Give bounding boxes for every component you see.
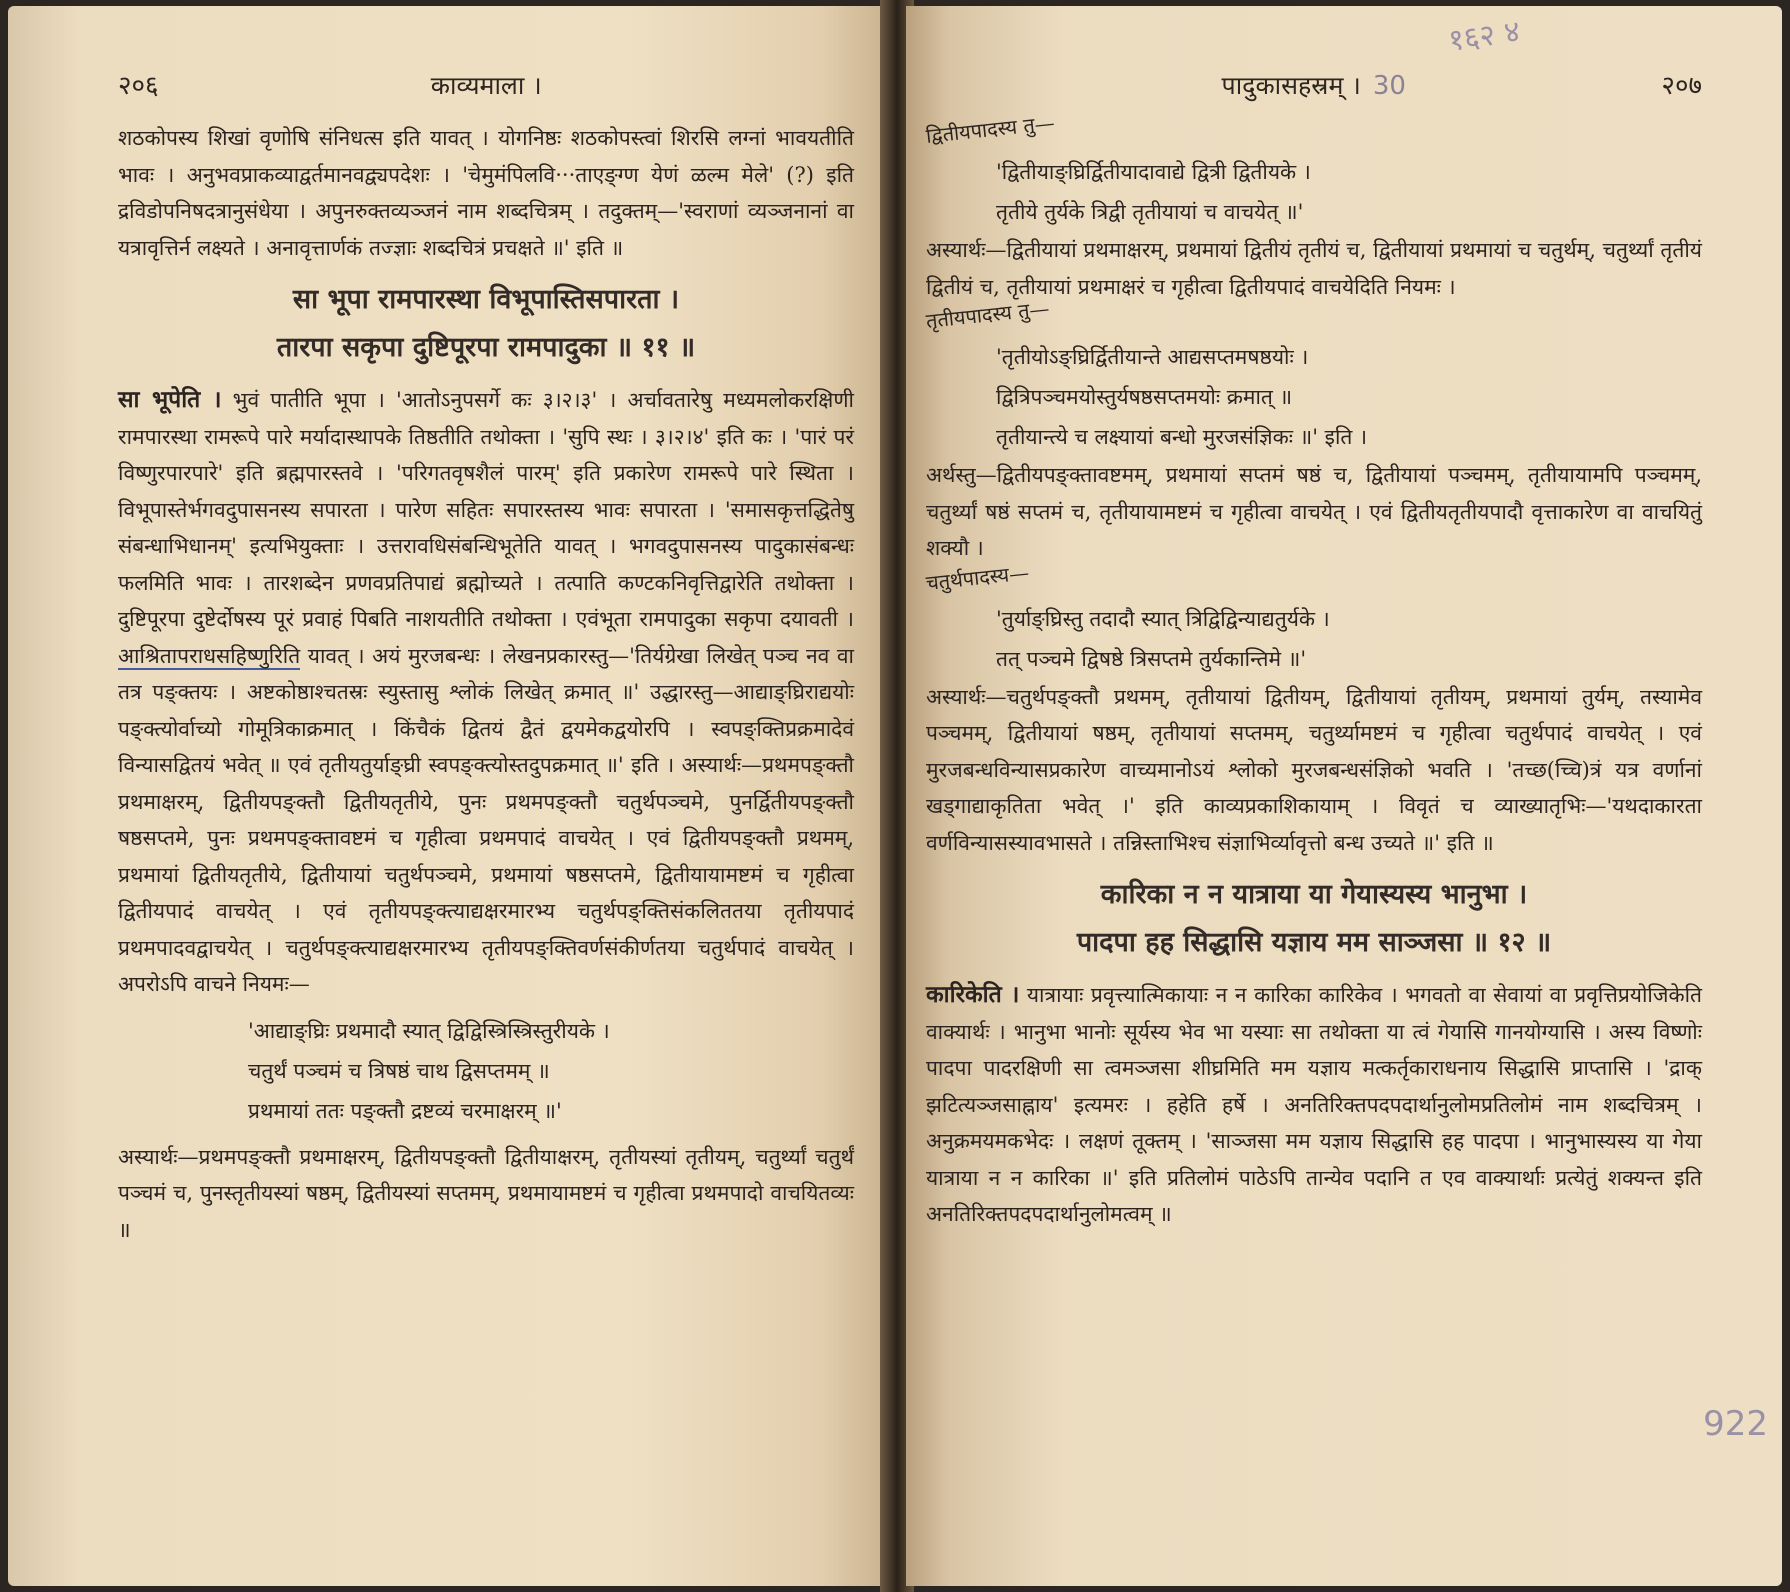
left-running-title: काव्यमाला । (430, 71, 542, 100)
verse-12-line-2: पादपा हह सिद्धासि यज्ञाय मम साञ्जसा ॥ १२ ॥ (1076, 927, 1552, 958)
left-page (8, 6, 888, 1586)
right-para-1: अस्यार्थः—द्वितीयायां प्रथमाक्षरम्, प्रथमायां द्वितीयं तृतीयं च, द्वितीयायां प्रथमायां च चतुर्थम्, चतुर्थ्यां तृतीयं द्वितीयं च, तृतीयायां प्रथमाक्षरं च गृहीत्वा द्वितीयपादं वाचयेदिति नियमः । (926, 238, 1702, 299)
left-quote-block (118, 1011, 854, 1131)
verse-11 (118, 276, 854, 372)
left-header (118, 66, 854, 102)
left-para-2-tail: यावत् । अयं मुरजबन्धः । लेखनप्रकारस्तु—'तिर्यग्रेखा लिखेत् पञ्च नव वा तत्र पङ्क्तयः । अष्टकोष्ठाश्चतस्रः स्युस्तासु श्लोकं लिखेत् क्रमात् ॥' उद्धारस्तु—आद्याङ्घ्रिराद्ययोः पङ्क्त्योर्वाच्यो गोमूत्रिकाक्रमात् । किंचैकं द्वितयं द्वैतं द्वयमेकद्वयोरपि । स्वपङ्क्तिप्रक्रमादेवं विन्यासद्वितयं भवेत् ॥ एवं तृतीयतुर्याङ्घ्री स्वपङ्क्त्योस्तदुपक्रमात् ॥' इति । अस्यार्थः—प्रथमपङ्क्तौ प्रथमाक्षरम्, द्वितीयपङ्क्तौ द्वितीयतृतीये, पुनः प्रथमपङ्क्तौ चतुर्थपञ्चमे, पुनर्द्वितीयपङ्क्तौ षष्ठसप्तमे, पुनः प्रथमपङ्क्तावष्टमं च गृहीत्वा प्रथमपादं वाचयेत् । एवं द्वितीयपङ्क्तौ प्रथमम्, प्रथमायां द्वितीयतृतीये, द्वितीयायां चतुर्थपञ्चमे, प्रथमायां षष्ठसप्तमे, द्वितीयायामष्टमं च गृहीत्वा द्वितीयपादं वाचयेत् । एवं तृतीयपङ्क्त्याद्यक्षरमारभ्य चतुर्थपङ्क्तिसंकलिततया तृतीयपादं प्रथमपादवद्वाचयेत् । चतुर्थपङ्क्त्याद्यक्षरमारभ्य तृतीयपङ्क्तिवर्णसंकीर्णतया चतुर्थपादं वाचयेत् । अपरोऽपि वाचने नियमः— (118, 643, 854, 996)
label-second-pada: द्वितीयपादस्य तु— (924, 110, 1056, 148)
label-fourth-pada: चतुर्थपादस्य— (924, 559, 1031, 595)
right-quote-2b: द्वित्रिपञ्चमयोस्तुर्यषष्ठसप्तमयोः क्रमात् ॥ (996, 385, 1293, 409)
left-page-number: २०६ (118, 71, 159, 101)
right-quote-3b: तत् पञ्चमे द्विषष्ठे त्रिसप्तमे तुर्यकान्तिमे ॥' (996, 646, 1307, 671)
right-quote-2c: तृतीयान्त्ये च लक्ष्यायां बन्धो मुरजसंज्ञिकः ॥' इति । (996, 425, 1368, 449)
left-para-3: अस्यार्थः—प्रथमपङ्क्तौ प्रथमाक्षरम्, द्वितीयपङ्क्तौ द्वितीयाक्षरम्, तृतीयस्यां तृतीयम्, चतुर्थ्यां चतुर्थं पञ्चमं च, पुनस्तृतीयस्यां षष्ठम्, द्वितीयस्यां सप्तमम्, प्रथमायामष्टमं च गृहीत्वा प्रथमपादो वाचयितव्यः ॥ (118, 1144, 854, 1242)
right-para-4-body: यात्रायाः प्रवृत्त्यात्मिकायाः न न कारिका कारिकेव । भगवतो वा सेवायां वा प्रवृत्तिप्रयोजिकेति वाक्यार्थः । भानुभा भानोः सूर्यस्य भेव भा यस्याः सा तथोक्ता या त्वं गेयासि गानयोग्यासि । अस्य विष्णोः पादपा पादरक्षिणी सा त्वमञ्जसा शीघ्रमिति मम यज्ञाय मत्कर्तृकाराधनाय सिद्धासि प्राप्तासि । 'द्राक् झटित्यञ्जसाह्नाय' इत्यमरः । हहेति हर्षे । अनतिरिक्तपदपदार्थानुलोमप्रतिलोमं नाम शब्दचित्रम् । अनुक्रमयमकभेदः । लक्षणं तूक्तम् । 'साञ्जसा मम यज्ञाय सिद्धासि हह पादपा । भानुभास्यस्य या गेया यात्राया न न कारिका ॥' इति प्रतिलोमं पाठेऽपि तान्येव पदानि त एव वाक्यार्थाः प्रत्येतुं शक्यन्त इति अनतिरिक्तपदपदार्थानुलोमत्वम् ॥ (926, 983, 1702, 1226)
left-para-1: शठकोपस्य शिखां वृणोषि संनिधत्स इति यावत् । योगनिष्ठः शठकोपस्त्वां शिरसि लग्नां भावयतीति भावः । अनुभवप्राकव्याद्वर्तमानवद्व्यपदेशः । 'चेमुमंपिलवि···ताएङ्ग्ण येणं ळल्म मेले' (?) इति द्रविडोपनिषदत्रानुसंधेया । अपुनरुक्तव्यञ्जनं नाम शब्दचित्रम् । तदुक्तम्—'स्वराणां व्यञ्जनानां वा यत्रावृत्तिर्न लक्ष्यते । अनावृत्तार्णकं तज्ज्ञाः शब्दचित्रं प्रचक्षते ॥' इति ॥ (118, 126, 854, 260)
left-para-2 (118, 382, 854, 1003)
pencil-annotation-top: १६२ ४ (1446, 14, 1523, 59)
pencil-annotation-bottom: 922 (1703, 1404, 1768, 1444)
label-third-pada: तृतीयपादस्य तु— (924, 296, 1051, 333)
commentary-lead-12: कारिकेति । (926, 981, 1020, 1008)
right-para-2: अर्थस्तु—द्वितीयपङ्क्तावष्टमम्, प्रथमायां सप्तमं षष्ठं च, द्वितीयायां पञ्चमम्, तृतीयायामपि पञ्चमम्, चतुर्थ्यां षष्ठं सप्तमं च, तृतीयायामष्टमं च गृहीत्वा वाचयेत् । एवं द्वितीयतृतीयपादौ वृत्ताकारेण वा वाचयितुं शक्यौ । (926, 463, 1702, 560)
right-running-title (1222, 68, 1406, 102)
left-quote-line-3: प्रथमायां ततः पङ्क्तौ द्रष्टव्यं चरमाक्षरम् ॥' (248, 1098, 562, 1123)
underlined-phrase: आश्रितापराधसहिष्णुरिति (118, 643, 301, 668)
right-quote-3a: 'तुर्याङ्घ्रिस्तु तदादौ स्यात् त्रिद्विद्विन्याद्यतुर्यके । (996, 606, 1330, 631)
commentary-lead-11: सा भूपेति । (118, 386, 222, 413)
right-quote-1a: 'द्वितीयाङ्घ्रिर्द्वितीयादावाद्ये द्वित्री द्वितीयके । (996, 160, 1311, 184)
left-para-2-body: भुवं पातीति भूपा । 'आतोऽनुपसर्गे कः ३।२।३' । अर्चावतारेषु मध्यमलोकरक्षिणी रामपारस्था रामरूपे पारे मर्यादास्थापके तिष्ठतीति तथोक्ता । 'सुपि स्थः । ३।२।४' इति कः । 'पारं परं विष्णुरपारपारे' इति ब्रह्मपारस्तवे । 'परिगतवृषशैलं पारम्' इति प्रकारेण रामरूपे पारे स्थिता । विभूपास्तेर्भगवदुपासनस्य सपारता । पारेण सहितः सपारस्तस्य भावः सपारता । 'समासकृत्तद्धितेषु संबन्धाभिधानम्' इत्यभियुक्ताः । उत्तरावधिसंबन्धिभूतेति यावत् । भगवदुपासनस्य पादुकासंबन्धः फलमिति भावः । तारशब्देन प्रणवप्रतिपाद्यं ब्रह्मोच्यते । तत्पाति कण्टकनिवृत्तिद्वारेति तथोक्ता । दुष्टिपूरपा दुष्टेर्दोषस्य पूरं प्रवाहं पिबति नाशयतीति तथोक्ता । एवंभूता रामपादुका सकृपा दयावती । (118, 388, 854, 631)
right-page-number: २०७ (1661, 71, 1702, 101)
verse-12 (926, 871, 1702, 967)
verse-11-line-2: तारपा सकृपा दुष्टिपूरपा रामपादुका ॥ ११ ॥ (276, 332, 696, 363)
verse-12-line-1: कारिका न न यात्राया या गेयास्यस्य भानुभा । (1100, 879, 1528, 910)
right-header (926, 66, 1702, 102)
right-para-3: अस्यार्थः—चतुर्थपङ्क्तौ प्रथमम्, तृतीयायां द्वितीयम्, द्वितीयायां तृतीयम्, प्रथमायां तुर्यम्, तस्यामेव पञ्चमम्, द्वितीयायां षष्ठम्, तृतीयायां सप्तमम्, चतुर्थ्यामष्टमं च गृहीत्वा चतुर्थपादं वाचयेत् । एवं मुरजबन्धविन्यासप्रकारेण वाच्यमानोऽयं श्लोको मुरजबन्धसंज्ञिको भवति । 'तच्छ(च्चि)त्रं यत्र वर्णानां खड्गाद्याकृतिता भवेत् ।' इति काव्यप्रकाशिकायाम् । विवृतं च व्याख्यातृभिः—'यथदाकारता वर्णविन्यासस्यावभासते । तन्निस्ताभिश्च संज्ञाभिर्व्यावृत्तो बन्ध उच्यते ॥' इति ॥ (926, 684, 1702, 855)
left-quote-line-1: 'आद्याङ्घ्रिः प्रथमादौ स्यात् द्विद्विस्त्रिस्त्रिस्तुरीयके । (248, 1018, 610, 1043)
right-quote-1b: तृतीये तुर्यके त्रिद्वी तृतीयायां च वाचयेत् ॥' (996, 200, 1304, 224)
right-para-4 (926, 977, 1702, 1233)
verse-11-line-1: सा भूपा रामपारस्था विभूपास्तिसपारता । (292, 284, 680, 315)
pencil-annotation-header: 30 (1372, 71, 1406, 101)
right-page (906, 6, 1782, 1586)
right-quote-2a: 'तृतीयोऽङ्घ्रिर्द्वितीयान्ते आद्यसप्तमषष्ठयोः । (996, 345, 1309, 369)
right-title-text: पादुकासहस्रम् । (1221, 71, 1361, 100)
left-quote-line-2: चतुर्थं पञ्चमं च त्रिषष्ठं चाथ द्विसप्तमम् ॥ (248, 1058, 550, 1083)
